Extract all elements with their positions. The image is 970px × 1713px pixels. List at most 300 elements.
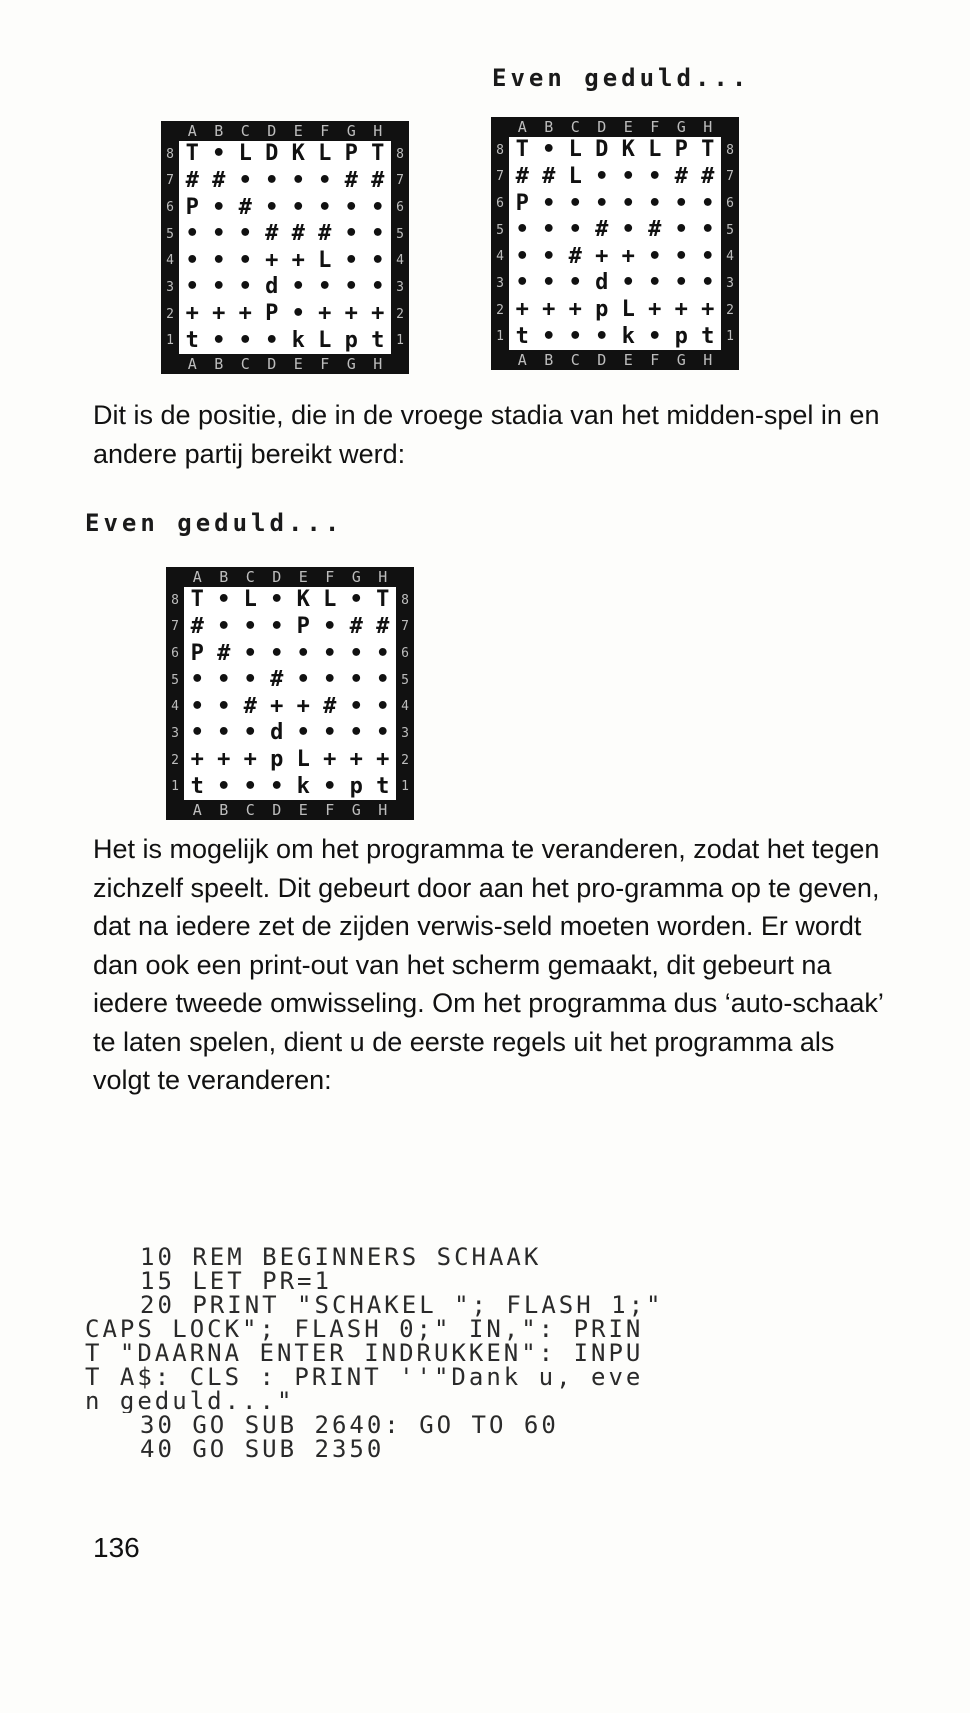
board-square: D	[595, 137, 609, 163]
file-labels-bottom-label: H	[373, 355, 383, 373]
board-squares	[509, 137, 721, 350]
file-labels-top-label: H	[373, 122, 383, 140]
board-square: #	[542, 163, 556, 189]
rank-labels-left	[493, 137, 507, 350]
board-square: •	[542, 137, 556, 163]
file-labels-top-label: A	[192, 568, 202, 586]
page-number: 136	[93, 1532, 140, 1563]
rank-labels-right-label: 2	[401, 752, 409, 768]
board-square: t	[190, 773, 204, 799]
board-square: p	[595, 297, 609, 323]
code-line: T "DAARNA ENTER INDRUKKEN": INPU	[85, 1341, 644, 1365]
rank-labels-right-label: 3	[396, 279, 404, 295]
file-labels-top-label: E	[298, 568, 308, 586]
board-square: L	[648, 137, 662, 163]
board-square: d	[595, 270, 609, 296]
file-labels-bottom-label: C	[570, 351, 580, 369]
board-square: +	[568, 297, 582, 323]
board-square: P	[265, 301, 279, 327]
file-labels-top-label: H	[703, 118, 713, 136]
board-square: k	[296, 773, 310, 799]
board-square: K	[296, 587, 310, 613]
board-square: k	[621, 323, 635, 349]
rank-labels-left-label: 2	[496, 302, 504, 318]
board-square: •	[185, 221, 199, 247]
board-square: •	[371, 221, 385, 247]
file-labels-bottom-label: H	[703, 351, 713, 369]
file-labels-bottom-label: B	[219, 801, 229, 819]
code-line: 40 GO SUB 2350	[140, 1437, 385, 1461]
board-square: •	[648, 190, 662, 216]
rank-labels-right	[393, 141, 407, 354]
rank-labels-left-label: 4	[166, 253, 174, 269]
board-square: #	[371, 167, 385, 193]
board-square: #	[243, 693, 257, 719]
rank-labels-right-label: 1	[401, 779, 409, 795]
board-square: +	[349, 747, 363, 773]
file-labels-top-label: B	[544, 118, 554, 136]
board-square: D	[265, 141, 279, 167]
board-square: +	[238, 301, 252, 327]
file-labels-top-label: F	[325, 568, 335, 586]
rank-labels-right-label: 4	[401, 699, 409, 715]
file-labels-bottom-label: B	[214, 355, 224, 373]
board-square: •	[621, 270, 635, 296]
board-square: •	[296, 667, 310, 693]
rank-labels-left-label: 1	[166, 333, 174, 349]
board-square: •	[243, 667, 257, 693]
board-square: +	[217, 747, 231, 773]
rank-labels-left	[168, 587, 182, 800]
rank-labels-left-label: 5	[166, 226, 174, 242]
file-labels-bottom-label: A	[517, 351, 527, 369]
file-labels-top-label: C	[570, 118, 580, 136]
board-square: •	[323, 640, 337, 666]
board-square: •	[648, 323, 662, 349]
file-labels-top-label: G	[351, 568, 361, 586]
board-square: T	[190, 587, 204, 613]
file-labels-bottom-label: A	[192, 801, 202, 819]
board-square: •	[674, 270, 688, 296]
board-square: t	[185, 327, 199, 353]
board-square: •	[349, 667, 363, 693]
board-square: +	[270, 693, 284, 719]
board-square: T	[515, 137, 529, 163]
basic-code-listing	[85, 1245, 940, 1461]
rank-labels-right-label: 3	[726, 275, 734, 291]
board-square: •	[217, 773, 231, 799]
file-labels-bottom-label: D	[272, 801, 282, 819]
board-square: •	[185, 274, 199, 300]
board-square: •	[344, 221, 358, 247]
board-square: •	[217, 613, 231, 639]
board-square: T	[376, 587, 390, 613]
rank-labels-left-label: 7	[166, 173, 174, 189]
board-square: •	[515, 270, 529, 296]
board-square: •	[701, 243, 715, 269]
board-square: •	[701, 270, 715, 296]
rank-labels-right-label: 3	[401, 725, 409, 741]
rank-labels-right-label: 7	[401, 619, 409, 635]
code-line: 30 GO SUB 2640: GO TO 60	[140, 1413, 559, 1437]
board-square: •	[595, 163, 609, 189]
code-line: 20 PRINT "SCHAKEL "; FLASH 1;"	[140, 1293, 664, 1317]
file-labels-top-label: C	[245, 568, 255, 586]
file-labels-bottom-label: B	[544, 351, 554, 369]
rank-labels-right-label: 6	[401, 646, 409, 662]
file-labels-top-label: A	[517, 118, 527, 136]
board-square: #	[323, 693, 337, 719]
board-square: •	[323, 613, 337, 639]
rank-labels-left-label: 7	[171, 619, 179, 635]
board-square: #	[217, 640, 231, 666]
board-square: •	[568, 270, 582, 296]
file-labels-bottom-label: G	[346, 355, 356, 373]
board-square: •	[376, 693, 390, 719]
board-square: •	[190, 667, 204, 693]
file-labels-top-label: G	[676, 118, 686, 136]
board-square: t	[371, 327, 385, 353]
board-square: L	[568, 137, 582, 163]
chess-board-1	[161, 121, 409, 374]
rank-labels-left-label: 3	[496, 275, 504, 291]
board-square: •	[238, 327, 252, 353]
board-square: •	[291, 301, 305, 327]
board-square: +	[371, 301, 385, 327]
board-square: •	[296, 720, 310, 746]
rank-labels-left-label: 3	[166, 279, 174, 295]
board-square: •	[265, 194, 279, 220]
board-square: •	[542, 243, 556, 269]
file-labels-top-label: F	[650, 118, 660, 136]
board-square: +	[318, 301, 332, 327]
board-square: •	[568, 217, 582, 243]
file-labels-top	[184, 568, 396, 586]
board-square: •	[318, 194, 332, 220]
board-square: •	[270, 613, 284, 639]
board-square: #	[648, 217, 662, 243]
file-labels-top	[509, 118, 721, 136]
board-square: p	[674, 323, 688, 349]
rank-labels-right-label: 5	[726, 222, 734, 238]
board-square: •	[212, 274, 226, 300]
rank-labels-left-label: 8	[166, 146, 174, 162]
board-square: •	[542, 270, 556, 296]
rank-labels-right-label: 1	[396, 333, 404, 349]
rank-labels-left-label: 5	[496, 222, 504, 238]
rank-labels-left-label: 4	[496, 249, 504, 265]
rank-labels-left-label: 1	[171, 779, 179, 795]
board-square: #	[265, 221, 279, 247]
rank-labels-right	[723, 137, 737, 350]
board-square: L	[243, 587, 257, 613]
board-square: d	[270, 720, 284, 746]
board-square: +	[648, 297, 662, 323]
board-square: •	[349, 587, 363, 613]
board-square: •	[648, 163, 662, 189]
rank-labels-left-label: 2	[171, 752, 179, 768]
rank-labels-right-label: 4	[726, 249, 734, 265]
board-square: +	[674, 297, 688, 323]
file-labels-bottom-label: E	[293, 355, 303, 373]
board-square: t	[515, 323, 529, 349]
board-square: •	[542, 190, 556, 216]
board-square: +	[185, 301, 199, 327]
rank-labels-right-label: 7	[396, 173, 404, 189]
board-square: •	[542, 323, 556, 349]
board-square: #	[238, 194, 252, 220]
file-labels-top-label: E	[293, 122, 303, 140]
board-square: •	[212, 327, 226, 353]
rank-labels-right-label: 8	[396, 146, 404, 162]
rank-labels-right-label: 6	[396, 200, 404, 216]
board-square: #	[270, 667, 284, 693]
board-square: L	[323, 587, 337, 613]
rank-labels-right-label: 1	[726, 329, 734, 345]
board-square: •	[674, 217, 688, 243]
chess-board-3	[166, 567, 414, 820]
rank-labels-left-label: 6	[166, 200, 174, 216]
rank-labels-left-label: 3	[171, 725, 179, 741]
board-square: L	[318, 247, 332, 273]
board-square: •	[515, 217, 529, 243]
code-line: 10 REM BEGINNERS SCHAAK	[140, 1245, 542, 1269]
board-square: •	[344, 194, 358, 220]
board-square: P	[296, 613, 310, 639]
board-square: •	[674, 190, 688, 216]
board-square: •	[568, 323, 582, 349]
file-labels-bottom-label: D	[597, 351, 607, 369]
board-square: •	[318, 167, 332, 193]
board-square: •	[238, 274, 252, 300]
board-square: L	[296, 747, 310, 773]
board-square: •	[371, 194, 385, 220]
board-squares	[179, 141, 391, 354]
file-labels-top-label: B	[219, 568, 229, 586]
board-square: p	[270, 747, 284, 773]
board-square: L	[568, 163, 582, 189]
file-labels-bottom-label: G	[351, 801, 361, 819]
board-square: P	[515, 190, 529, 216]
board-square: #	[291, 221, 305, 247]
rank-labels-right-label: 8	[401, 592, 409, 608]
board-square: •	[238, 167, 252, 193]
board-square: •	[243, 613, 257, 639]
board-square: k	[291, 327, 305, 353]
board-square: +	[701, 297, 715, 323]
rank-labels-right-label: 6	[726, 196, 734, 212]
board-square: •	[323, 667, 337, 693]
board-square: •	[349, 693, 363, 719]
board-square: •	[349, 640, 363, 666]
rank-labels-left-label: 1	[496, 329, 504, 345]
board-square: +	[621, 243, 635, 269]
file-labels-top-label: D	[267, 122, 277, 140]
board-square: #	[674, 163, 688, 189]
board-square: #	[595, 217, 609, 243]
file-labels-top-label: D	[597, 118, 607, 136]
board-square: •	[217, 667, 231, 693]
board-square: #	[185, 167, 199, 193]
board-square: •	[212, 221, 226, 247]
board-square: •	[243, 640, 257, 666]
file-labels-bottom-label: C	[245, 801, 255, 819]
board-square: L	[238, 141, 252, 167]
board-square: •	[376, 667, 390, 693]
board-square: •	[621, 190, 635, 216]
board-square: #	[318, 221, 332, 247]
board-square: +	[323, 747, 337, 773]
paragraph-auto-chess: Het is mogelijk om het programma te veranderen, zodat het tegen zichzelf speelt. Dit gebeurt door aan het pro-gramma op te geven, dat na iedere zet de zijden verwis-seld moeten worden. Er wordt dan ook een print-out van het scherm gemaakt, dit gebeurt na iedere tweede omwisseling. Om het programma dus ‘auto-schaak’ te laten spelen, dient u de eerste regels uit het programma als volgt te veranderen:	[93, 834, 883, 1095]
file-labels-top-label: B	[214, 122, 224, 140]
board-square: •	[648, 243, 662, 269]
rank-labels-left-label: 8	[171, 592, 179, 608]
board-square: K	[291, 141, 305, 167]
file-labels-bottom-label: F	[320, 355, 330, 373]
rank-labels-left-label: 4	[171, 699, 179, 715]
file-labels-bottom-label: G	[676, 351, 686, 369]
board-square: •	[270, 640, 284, 666]
board-square: •	[701, 190, 715, 216]
board-square: •	[515, 243, 529, 269]
board-square: •	[371, 247, 385, 273]
rank-labels-right-label: 7	[726, 169, 734, 185]
file-labels-top-label: G	[346, 122, 356, 140]
code-line: T A$: CLS : PRINT ''"Dank u, eve	[85, 1365, 644, 1389]
board-square: +	[595, 243, 609, 269]
board-square: p	[344, 327, 358, 353]
board-square: K	[621, 137, 635, 163]
code-line: n geduld..."	[85, 1389, 295, 1413]
file-labels-top-label: C	[240, 122, 250, 140]
rank-labels-left-label: 5	[171, 672, 179, 688]
board-square: •	[595, 190, 609, 216]
board-square: #	[515, 163, 529, 189]
board-square: L	[318, 141, 332, 167]
board-square: •	[291, 274, 305, 300]
board-square: #	[376, 613, 390, 639]
board-square: •	[217, 720, 231, 746]
file-labels-bottom-label: E	[298, 801, 308, 819]
board-square: t	[701, 323, 715, 349]
board-square: •	[344, 247, 358, 273]
rank-labels-left-label: 6	[171, 646, 179, 662]
board-square: •	[349, 720, 363, 746]
file-labels-bottom-label: E	[623, 351, 633, 369]
board-square: •	[542, 217, 556, 243]
board-square: •	[595, 323, 609, 349]
board-square: #	[568, 243, 582, 269]
board-square: #	[701, 163, 715, 189]
board-square: T	[701, 137, 715, 163]
board-square: •	[371, 274, 385, 300]
rank-labels-left-label: 7	[496, 169, 504, 185]
board-square: d	[265, 274, 279, 300]
board-square: P	[344, 141, 358, 167]
board-square: #	[349, 613, 363, 639]
board-square: •	[243, 720, 257, 746]
file-labels-top	[179, 122, 391, 140]
board-square: +	[265, 247, 279, 273]
board-square: P	[190, 640, 204, 666]
rank-labels-left-label: 6	[496, 196, 504, 212]
board-square: •	[291, 194, 305, 220]
code-line: CAPS LOCK"; FLASH 0;" IN,": PRIN	[85, 1317, 644, 1341]
board-square: #	[190, 613, 204, 639]
file-labels-bottom	[184, 801, 396, 819]
file-labels-top-label: A	[187, 122, 197, 140]
file-labels-top-label: F	[320, 122, 330, 140]
board-square: t	[376, 773, 390, 799]
file-labels-bottom-label: F	[650, 351, 660, 369]
board-square: +	[515, 297, 529, 323]
board-square: •	[344, 274, 358, 300]
board-square: •	[238, 221, 252, 247]
chess-board-2	[491, 117, 739, 370]
board-square: T	[371, 141, 385, 167]
rank-labels-left-label: 2	[166, 306, 174, 322]
board-square: •	[291, 167, 305, 193]
board-square: •	[217, 587, 231, 613]
file-labels-top-label: E	[623, 118, 633, 136]
file-labels-top-label: D	[272, 568, 282, 586]
file-labels-bottom-label: D	[267, 355, 277, 373]
code-line: 15 LET PR=1	[140, 1269, 332, 1293]
board-square: •	[265, 327, 279, 353]
board-square: •	[621, 217, 635, 243]
paragraph-position-intro: Dit is de positie, die in de vroege stadia van het midden-spel in en andere partij bereikt werd:	[93, 400, 880, 469]
board-square: •	[318, 274, 332, 300]
board-square: •	[212, 141, 226, 167]
board-square: •	[701, 217, 715, 243]
rank-labels-left	[163, 141, 177, 354]
rank-labels-right-label: 8	[726, 142, 734, 158]
file-labels-top-label: H	[378, 568, 388, 586]
board-square: •	[212, 247, 226, 273]
board-square: •	[376, 640, 390, 666]
board-square: +	[376, 747, 390, 773]
board-square: P	[185, 194, 199, 220]
rank-labels-right-label: 2	[726, 302, 734, 318]
board-square: •	[270, 587, 284, 613]
file-labels-bottom	[509, 351, 721, 369]
board-square: •	[376, 720, 390, 746]
board-square: #	[212, 167, 226, 193]
board-square: •	[568, 190, 582, 216]
rank-labels-right-label: 5	[401, 672, 409, 688]
board-square: L	[621, 297, 635, 323]
board-squares	[184, 587, 396, 800]
board-square: P	[674, 137, 688, 163]
rank-labels-right	[398, 587, 412, 800]
board-square: p	[349, 773, 363, 799]
board-square: T	[185, 141, 199, 167]
board-square: •	[621, 163, 635, 189]
board-square: +	[344, 301, 358, 327]
board-square: •	[212, 194, 226, 220]
board-square: #	[344, 167, 358, 193]
board-square: •	[323, 720, 337, 746]
board-square: •	[270, 773, 284, 799]
board-square: •	[296, 640, 310, 666]
rank-labels-left-label: 8	[496, 142, 504, 158]
caption-middle: Even geduld...	[85, 509, 344, 537]
board-square: •	[185, 247, 199, 273]
board-square: +	[296, 693, 310, 719]
rank-labels-right-label: 5	[396, 226, 404, 242]
board-square: +	[212, 301, 226, 327]
board-square: •	[190, 720, 204, 746]
